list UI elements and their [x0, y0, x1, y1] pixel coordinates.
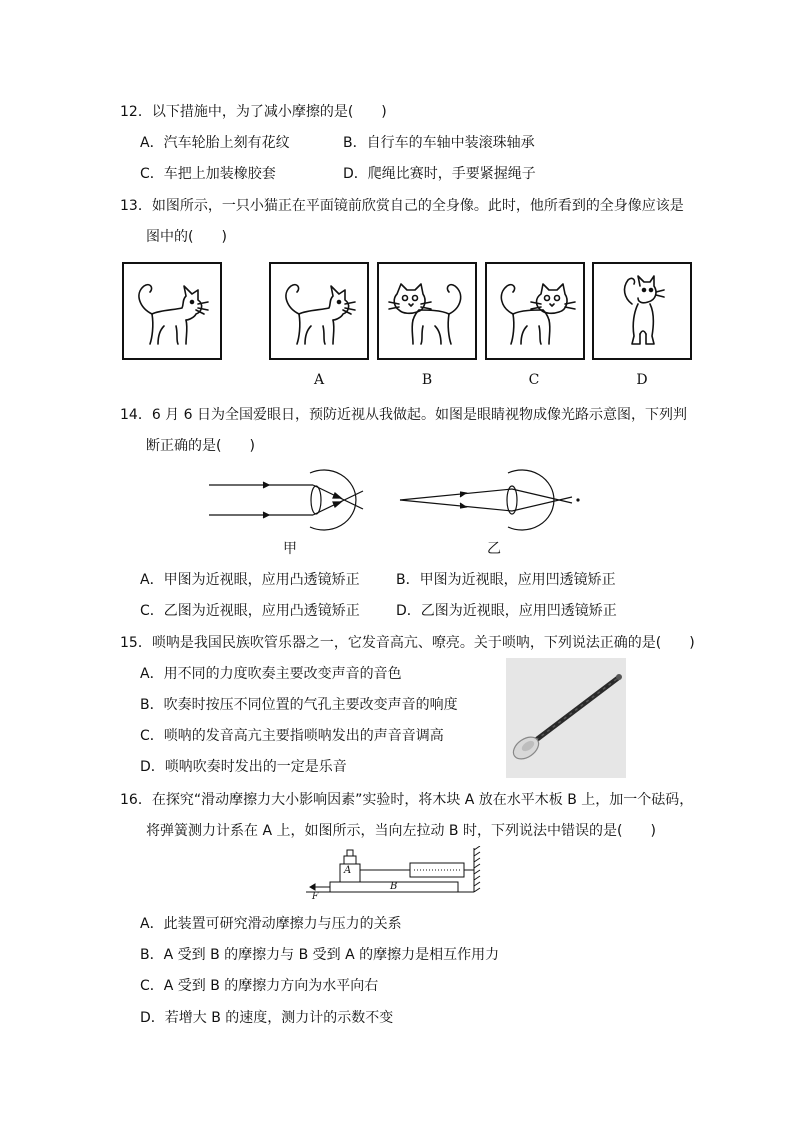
q14-option-c: C．乙图为近视眼，应用凸透镜矫正: [140, 603, 360, 619]
eye-diagram-jia: [205, 465, 385, 539]
friction-apparatus-icon: [306, 846, 486, 902]
q12-stem: 12．以下措施中，为了减小摩擦的是( ): [120, 104, 387, 120]
q15-stem: 15．唢呐是我国民族吹管乐器之一，它发音高亢、嘹亮。关于唢呐，下列说法正确的是( ): [120, 635, 695, 651]
fig-label-block-a: A: [344, 865, 352, 876]
q13-label-a: A: [313, 372, 325, 388]
eye-ray-diagram-icon: [398, 465, 588, 535]
q14-fig-label-yi: 乙: [487, 541, 501, 557]
eye-ray-diagram-icon: [205, 465, 385, 535]
q13-label-d: D: [636, 372, 648, 388]
q15-option-a: A．用不同的力度吹奏主要改变声音的音色: [140, 666, 402, 682]
q12-option-a: A．汽车轮胎上刻有花纹: [140, 135, 290, 151]
q12-option-d: D．爬绳比赛时，手要紧握绳子: [343, 166, 536, 182]
cat-option-a-figure: [269, 262, 369, 360]
q15-option-b: B．吹奏时按压不同位置的气孔主要改变声音的响度: [140, 697, 458, 713]
cat-option-d-figure: [592, 262, 692, 360]
q14-option-d: D．乙图为近视眼，应用凹透镜矫正: [396, 603, 617, 619]
q14-fig-label-jia: 甲: [283, 541, 297, 557]
cat-facing-viewer-icon: [487, 264, 583, 358]
eye-diagram-yi: [398, 465, 588, 539]
cat-facing-right-icon: [124, 264, 220, 358]
q16-option-d: D．若增大 B 的速度，测力计的示数不变: [140, 1010, 394, 1026]
fig-label-force-f: F: [312, 892, 319, 902]
q16-option-b: B．A 受到 B 的摩擦力与 B 受到 A 的摩擦力是相互作用力: [140, 947, 500, 963]
q13-stem-line2: 图中的( ): [146, 229, 227, 245]
q14-option-a: A．甲图为近视眼，应用凸透镜矫正: [140, 572, 360, 588]
cat-option-c-figure: [485, 262, 585, 360]
q13-stem-line1: 13．如图所示，一只小猫正在平面镜前欣赏自己的全身像。此时，他所看到的全身像应该是: [120, 198, 684, 214]
friction-apparatus-figure: [306, 846, 486, 906]
cat-original-figure: [122, 262, 222, 360]
q16-stem-line1: 16．在探究“滑动摩擦力大小影响因素”实验时，将木块 A 放在水平木板 B 上，加一个砝码，: [120, 792, 694, 808]
q16-option-a: A．此装置可研究滑动摩擦力与压力的关系: [140, 916, 402, 932]
q12-option-c: C．车把上加装橡胶套: [140, 166, 276, 182]
q13-label-c: C: [528, 372, 540, 388]
q14-option-b: B．甲图为近视眼，应用凹透镜矫正: [396, 572, 616, 588]
cat-option-b-figure: [377, 262, 477, 360]
cat-facing-right-icon: [271, 264, 367, 358]
cat-standing-front-icon: [594, 264, 690, 358]
q14-stem-line1: 14．6 月 6 日为全国爱眼日，预防近视从我做起。如图是眼睛视物成像光路示意图，下列判: [120, 407, 687, 423]
q13-label-b: B: [421, 372, 433, 388]
q12-option-b: B．自行车的车轴中装滚珠轴承: [343, 135, 535, 151]
suona-photo: [506, 658, 626, 778]
q15-option-c: C．唢呐的发音高亢主要指唢呐发出的声音音调高: [140, 728, 444, 744]
q15-option-d: D．唢呐吹奏时发出的一定是乐音: [140, 759, 347, 775]
q16-stem-line2: 将弹簧测力计系在 A 上，如图所示，当向左拉动 B 时，下列说法中错误的是( ): [146, 823, 656, 839]
q14-stem-line2: 断正确的是( ): [146, 438, 255, 454]
suona-instrument-icon: [506, 658, 626, 778]
cat-facing-viewer-icon: [379, 264, 475, 358]
q16-option-c: C．A 受到 B 的摩擦力方向为水平向右: [140, 978, 379, 994]
fig-label-board-b: B: [390, 881, 398, 892]
